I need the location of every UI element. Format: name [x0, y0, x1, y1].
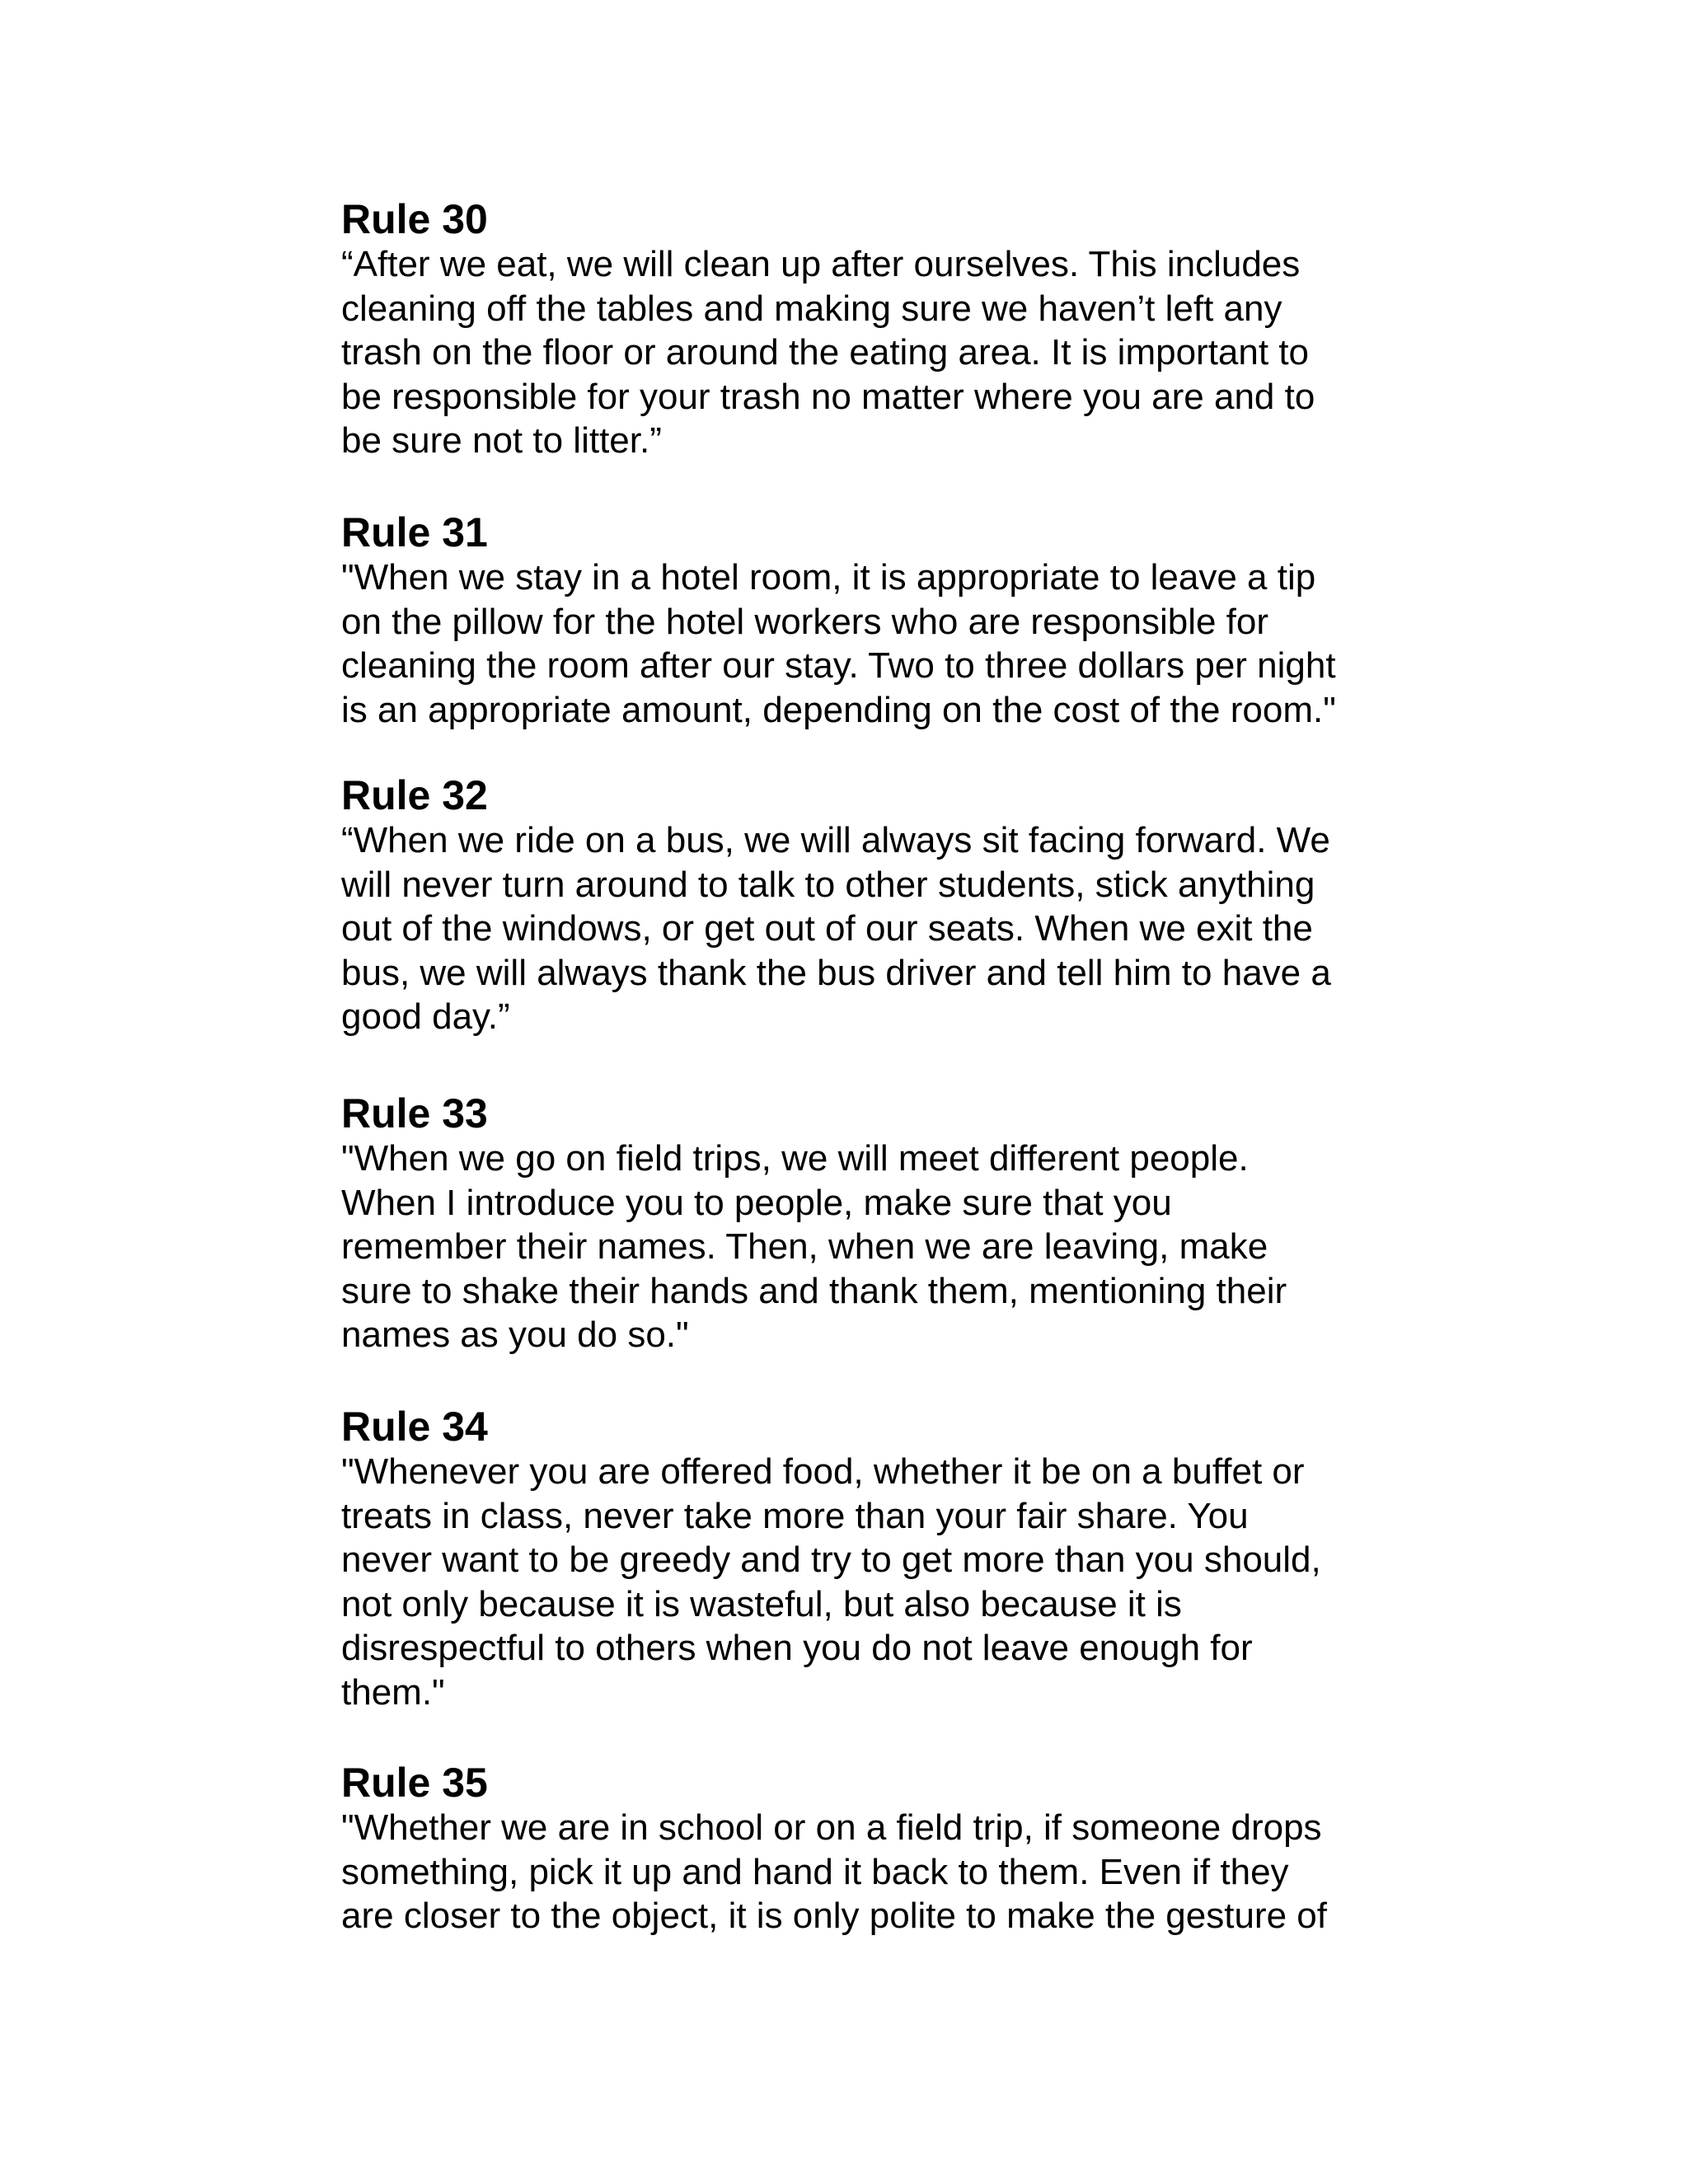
rule-text-line: remember their names. Then, when we are leaving, make	[341, 1226, 1268, 1267]
rule-text	[341, 1137, 1437, 1357]
rule-text-line: cleaning the room after our stay. Two to three dollars per night	[341, 645, 1336, 686]
rule-text-line: trash on the floor or around the eating area. It is important to	[341, 332, 1310, 373]
rule-text-line: on the pillow for the hotel workers who are responsible for	[341, 601, 1269, 642]
rule-text-line: never want to be greedy and try to get more than you should,	[341, 1540, 1321, 1580]
rule-title: Rule 32	[341, 772, 488, 818]
rule-text-line: will never turn around to talk to other students, stick anything	[341, 864, 1315, 905]
rule-text	[341, 555, 1437, 732]
rule-34	[341, 1404, 1437, 1714]
rule-text-line: bus, we will always thank the bus driver and tell him to have a	[341, 952, 1331, 993]
rule-30	[341, 196, 1437, 463]
rule-text-line: sure to shake their hands and thank them, mentioning their	[341, 1270, 1287, 1311]
rule-text-line: cleaning off the tables and making sure we haven’t left any	[341, 288, 1282, 329]
rule-33	[341, 1090, 1437, 1357]
rule-text-line: "When we go on field trips, we will meet different people.	[341, 1138, 1249, 1179]
rule-text-line: treats in class, never take more than your fair share. You	[341, 1495, 1249, 1536]
rule-text-line: When I introduce you to people, make sure that you	[341, 1182, 1172, 1223]
rule-text-line: good day.”	[341, 996, 510, 1037]
rule-text-line: not only because it is wasteful, but also because it is	[341, 1583, 1182, 1624]
rule-text-line: “After we eat, we will clean up after ourselves. This includes	[341, 244, 1301, 284]
rule-title: Rule 30	[341, 196, 488, 242]
rule-text-line: out of the windows, or get out of our seats. When we exit the	[341, 908, 1313, 949]
rule-text-line: be responsible for your trash no matter where you are and to	[341, 376, 1315, 417]
rule-text-line: disrespectful to others when you do not leave enough for	[341, 1628, 1253, 1668]
rule-35	[341, 1760, 1437, 1938]
rule-text-line: them."	[341, 1671, 445, 1713]
rule-text	[341, 1450, 1437, 1714]
rule-text	[341, 1806, 1437, 1938]
rule-text-line: is an appropriate amount, depending on the cost of the room."	[341, 689, 1336, 730]
rule-title: Rule 31	[341, 509, 488, 555]
rule-text-line: names as you do so."	[341, 1315, 689, 1355]
rule-text-line: "Whenever you are offered food, whether it be on a buffet or	[341, 1451, 1305, 1492]
rule-title: Rule 35	[341, 1760, 488, 1806]
rule-32	[341, 772, 1437, 1039]
rule-text	[341, 818, 1437, 1039]
rule-text	[341, 242, 1437, 463]
rule-text-line: "Whether we are in school or on a field trip, if someone drops	[341, 1807, 1322, 1848]
rule-text-line: something, pick it up and hand it back to them. Even if they	[341, 1851, 1289, 1892]
rule-31	[341, 509, 1437, 732]
rule-text-line: are closer to the object, it is only polite to make the gesture of	[341, 1896, 1327, 1936]
rule-title: Rule 34	[341, 1404, 488, 1450]
rule-title: Rule 33	[341, 1090, 488, 1137]
rule-text-line: “When we ride on a bus, we will always sit facing forward. We	[341, 820, 1330, 860]
rule-text-line: be sure not to litter.”	[341, 420, 662, 461]
rule-text-line: "When we stay in a hotel room, it is appropriate to leave a tip	[341, 557, 1316, 598]
